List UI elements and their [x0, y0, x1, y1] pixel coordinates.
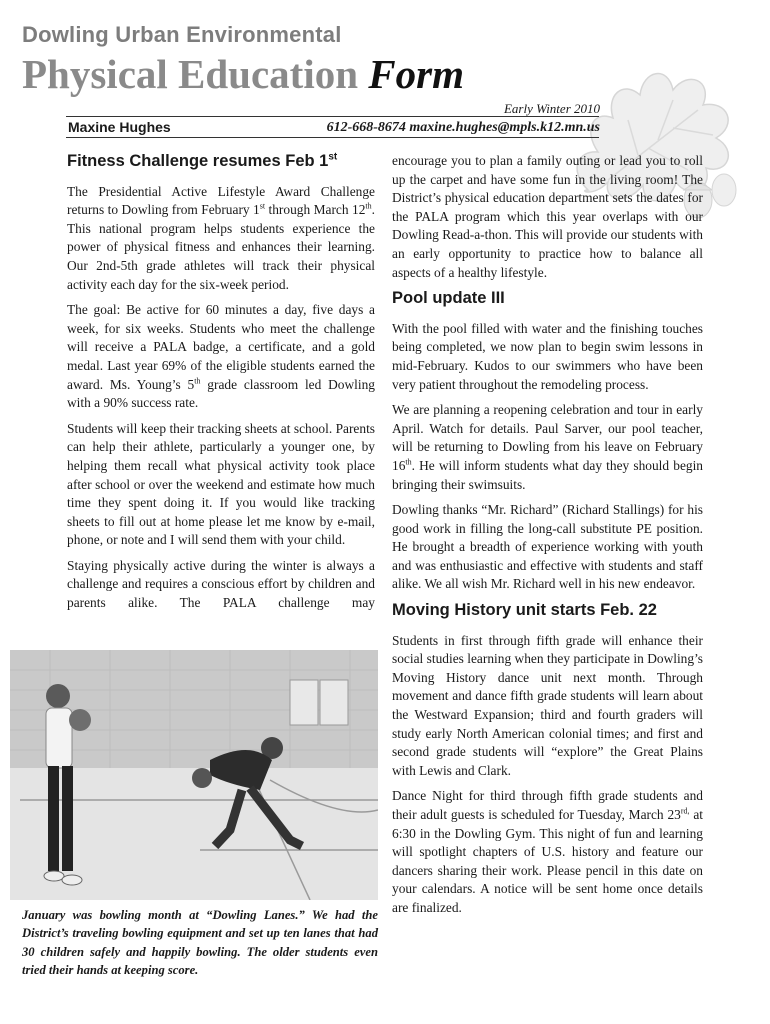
fitness-paragraph-3: Students will keep their tracking sheets at school. Parents can help their athlete, particularly a younger one, by helping them recall what physical activity took place after school or over the weekend and estimate how much time they spent doing it. If you would like tracking sheets to fill out at home please let me know by e-mail, phone, or note and I will send them with your child.: [67, 420, 375, 548]
fitness-heading: Fitness Challenge resumes Feb 1st: [67, 151, 338, 170]
teacher-name: Maxine Hughes: [68, 119, 171, 135]
fitness-paragraph-2: The goal: Be active for 60 minutes a day, five days a week, for six weeks. Students who meet the challenge will receive a PALA badge, a certificate, and a gold medal. Last year 69% of the eligible students earned the award. Ms. Young’s 5th grade classroom led Dowling with a 90% success rate.: [67, 302, 376, 411]
pool-paragraph-2: We are planning a reopening celebration and tour in early April. Watch for details. Paul Sarver, our pool teacher, will be returning to Dowling from his leave on February 16th. He will inform students what day they should begin bringing their swimsuits.: [392, 402, 703, 492]
history-heading: Moving History unit starts Feb. 22: [392, 601, 657, 620]
pool-paragraph-3: Dowling thanks “Mr. Richard” (Richard Stallings) for his good work in filling the long-call substitute PE position. He brought a breadth of experience working with youth and was enthusiastic and effective with students and staff alike. We all wish Mr. Richard well in his new endeavor.: [392, 502, 703, 592]
history-paragraph-1: Students in first through fifth grade will enhance their social studies learning when they participate in Dowling’s Moving History dance unit next month. Through movement and dance fifth grade students will learn about the Westward Expansion; third and fourth graders will study early North American colonial times; and first and second grade students will “explore” the Great Plains with Lewis and Clark.: [392, 632, 703, 778]
edition-date: Early Winter 2010: [503, 101, 600, 116]
school-name: Dowling Urban Environmental: [22, 22, 342, 47]
fitness-paragraph-4: Staying physically active during the winter is always a challenge and requires a conscious effort by children and parents alike. The PALA challenge may: [67, 557, 375, 611]
title-main: Physical Education: [22, 51, 359, 97]
history-paragraph-2: Dance Night for third through fifth grade students and their adult guests is scheduled for Tuesday, March $23^{rd,}$ at 6:30 in the Dowling Gym. This night of fun and learning will spotlight chapters of U.S. history and feature our dancers sharing their work. Please pencil in this date on your calendars. A notice will be sent home once details are finalized.: [392, 788, 703, 915]
right-column: [392, 152, 703, 925]
left-column: [67, 148, 375, 620]
fitness-paragraph-1: The Presidential Active Lifestyle Award Challenge returns to Dowling from February 1st through March 12th. This national program helps students experience the power of physical fitness and enhances their learning. Our 2nd-5th grade athletes will track their physical activity each day for the six-week period.: [67, 183, 375, 292]
pool-heading: Pool update III: [392, 289, 505, 308]
fitness-continued: encourage you to plan a family outing or lead you to roll up the carpet and have some fun in the living room! The District’s physical education department sets the dates for the PALA program which this year overlaps with our Dowling Read-a-thon. This will provide our students with an early opportunity to practice how to balance all aspects of a healthy lifestyle.: [392, 153, 703, 280]
title-italic: Form: [368, 51, 464, 97]
newsletter-title: [22, 50, 464, 98]
header-rule-bottom: [66, 137, 599, 138]
header-rule-top: [66, 116, 599, 117]
teacher-contact: 612-668-8674 maxine.hughes@mpls.k12.mn.us: [326, 120, 600, 135]
pool-paragraph-1: With the pool filled with water and the finishing touches being completed, we now plan to begin swim lessons in mid-February. Kudos to our swimmers who have been very patient throughout the remodeling process.: [392, 320, 703, 392]
photo-caption: January was bowling month at “Dowling Lanes.” We had the District’s traveling bowling equipment and set up ten lanes that had 30 children safely and happily bowling. The older students even tried their hands at keeping score.: [22, 908, 378, 977]
bowling-photo: [10, 650, 378, 900]
